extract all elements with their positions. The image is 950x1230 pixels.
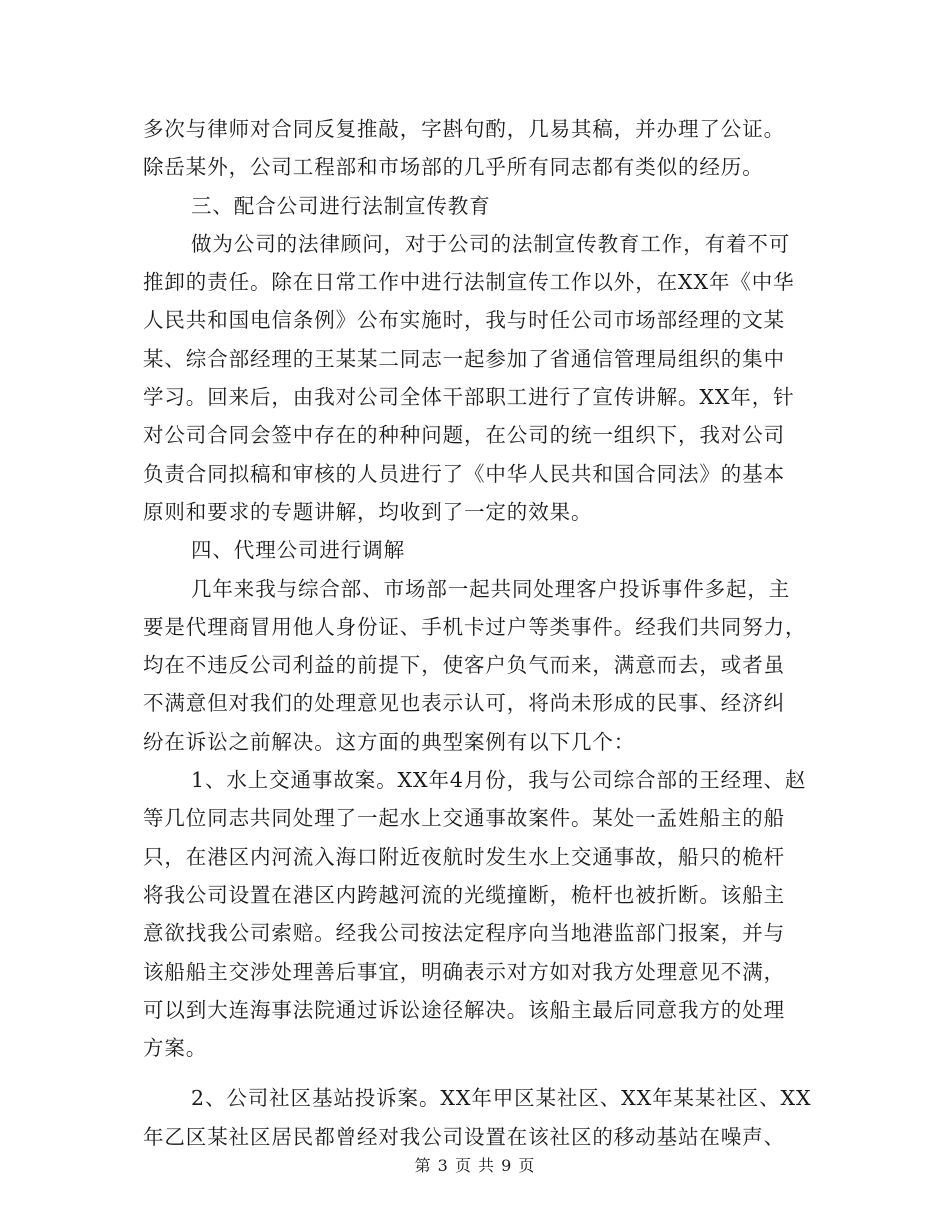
text-line: 等几位同志共同处理了一起水上交通事故案件。某处一孟姓船主的船 bbox=[143, 806, 785, 831]
text-line: 多次与律师对合同反复推敲，字斟句酌，几易其稿，并办理了公证。 bbox=[143, 117, 785, 141]
text-line: 某、综合部经理的王某某二同志一起参加了省通信管理局组织的集中 bbox=[143, 346, 785, 371]
text-line: 只，在港区内河流入海口附近夜航时发生水上交通事故，船只的桅杆 bbox=[143, 844, 785, 869]
text-line: 该船船主交涉处理善后事宜，明确表示对方如对我方处理意见不满， bbox=[143, 959, 785, 984]
section-heading: 四、代理公司进行调解 bbox=[191, 538, 405, 563]
text-line: 意欲找我公司索赔。经我公司按法定程序向当地港监部门报案，并与 bbox=[143, 921, 785, 946]
text-line: 学习。回来后，由我对公司全体干部职工进行了宣传讲解。XX年，针 bbox=[143, 385, 795, 410]
text-line: 2、公司社区基站投诉案。XX年甲区某社区、XX年某某社区、XX bbox=[191, 1086, 812, 1111]
text-line: 1、水上交通事故案。XX年4月份，我与公司综合部的王经理、赵 bbox=[191, 768, 807, 793]
text-line: 推卸的责任。除在日常工作中进行法制宣传工作以外，在XX年《中华 bbox=[143, 270, 795, 295]
text-line: 对公司合同会签中存在的种种问题，在公司的统一组织下，我对公司 bbox=[143, 423, 785, 448]
text-line: 可以到大连海事法院通过诉讼途径解决。该船主最后同意我方的处理 bbox=[143, 997, 785, 1022]
text-line: 将我公司设置在港区内跨越河流的光缆撞断，桅杆也被折断。该船主 bbox=[143, 882, 785, 907]
section-heading: 三、配合公司进行法制宣传教育 bbox=[191, 193, 491, 218]
text-line: 要是代理商冒用他人身份证、手机卡过户等类事件。经我们共同努力， bbox=[143, 614, 807, 639]
text-line: 方案。 bbox=[143, 1036, 208, 1061]
text-line: 不满意但对我们的处理意见也表示认可，将尚未形成的民事、经济纠 bbox=[143, 691, 785, 716]
text-line: 均在不违反公司利益的前提下，使客户负气而来，满意而去，或者虽 bbox=[143, 653, 785, 678]
text-line: 负责合同拟稿和审核的人员进行了《中华人民共和国合同法》的基本 bbox=[143, 461, 785, 486]
text-line: 除岳某外，公司工程部和市场部的几乎所有同志都有类似的经历。 bbox=[143, 155, 764, 180]
text-line: 人民共和国电信条例》公布实施时，我与时任公司市场部经理的文某 bbox=[143, 308, 785, 333]
text-line: 年乙区某社区居民都曾经对我公司设置在该社区的移动基站在噪声、 bbox=[143, 1124, 785, 1149]
page-footer: 第 3 页 共 9 页 bbox=[414, 1156, 536, 1175]
body-text bbox=[143, 110, 813, 1156]
text-line: 纷在诉讼之前解决。这方面的典型案例有以下几个： bbox=[143, 729, 636, 754]
text-line: 几年来我与综合部、市场部一起共同处理客户投诉事件多起，主 bbox=[191, 576, 791, 601]
text-line: 原则和要求的专题讲解，均收到了一定的效果。 bbox=[143, 499, 593, 524]
text-line: 做为公司的法律顾问，对于公司的法制宣传教育工作，有着不可 bbox=[191, 231, 791, 256]
